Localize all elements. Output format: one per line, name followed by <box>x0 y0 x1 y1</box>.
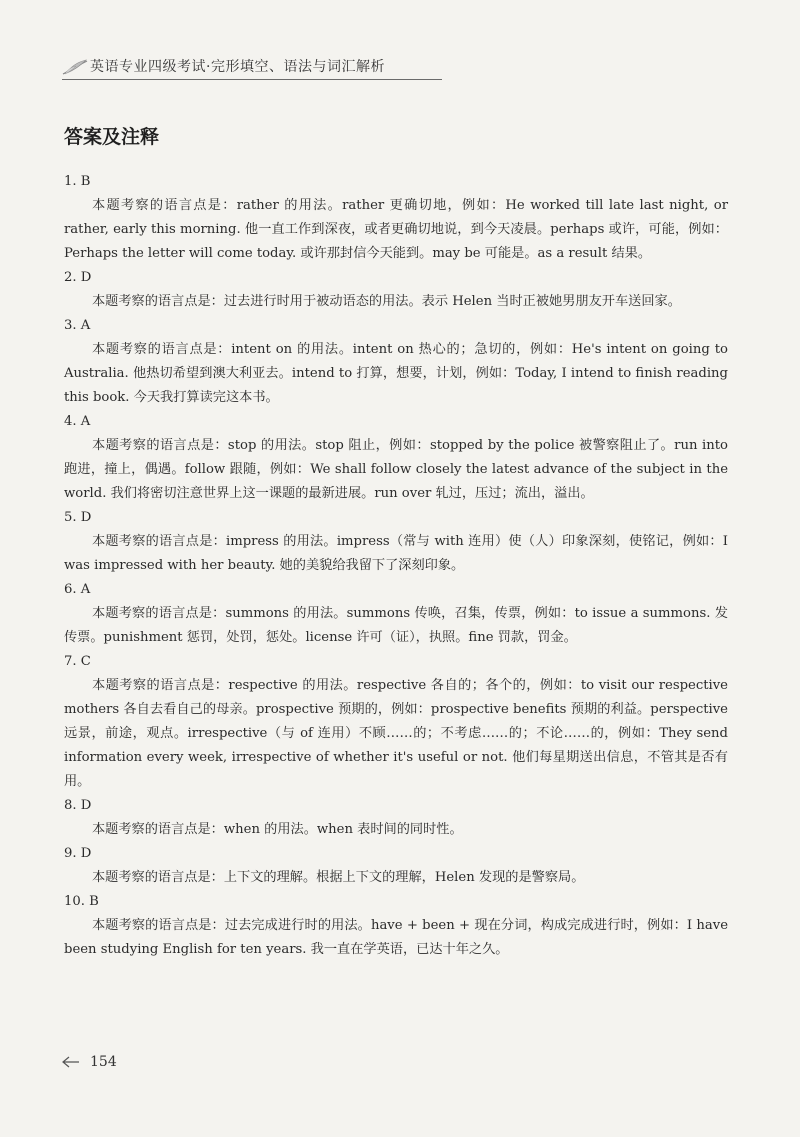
answer-item <box>64 410 728 506</box>
page-number: 154 <box>90 1054 117 1070</box>
answer-explanation: 本题考察的语言点是：rather 的用法。rather 更确切地，例如：He worked till late last night, or rather, early this morning. 他一直工作到深夜，或者更确切地说，到今天凌晨。perhaps 或许，可能，例如：Perhaps the letter will come today. 或许那封信今天能到。may be 可能是。as a result 结果。 <box>64 198 728 261</box>
answer-explanation: 本题考察的语言点是：impress 的用法。impress（常与 with 连用）使（人）印象深刻，使铭记，例如：I was impressed with her beauty. 她的美貌给我留下了深刻印象。 <box>64 534 728 573</box>
answer-item <box>64 266 728 314</box>
answer-number: 5. D <box>64 510 92 525</box>
answer-list <box>64 170 728 962</box>
answer-item <box>64 578 728 650</box>
answer-item <box>64 650 728 794</box>
feather-ornament-icon <box>62 58 88 76</box>
page-footer <box>62 1054 117 1070</box>
answer-number: 3. A <box>64 318 91 333</box>
running-header <box>62 56 442 80</box>
answer-number: 10. B <box>64 894 99 909</box>
answer-item <box>64 842 728 890</box>
answer-number: 1. B <box>64 174 91 189</box>
answer-number: 6. A <box>64 582 91 597</box>
answer-explanation: 本题考察的语言点是：when 的用法。when 表时间的同时性。 <box>92 822 463 837</box>
answer-explanation: 本题考察的语言点是：过去完成进行时的用法。have + been + 现在分词，构成完成进行时，例如：I have been studying English for ten years. 我一直在学英语，已达十年之久。 <box>64 918 728 957</box>
answer-item <box>64 314 728 410</box>
answer-explanation: 本题考察的语言点是：summons 的用法。summons 传唤，召集，传票，例如：to issue a summons. 发传票。punishment 惩罚，处罚，惩处。license 许可（证），执照。fine 罚款，罚金。 <box>64 606 728 645</box>
back-arrow-icon <box>62 1056 80 1068</box>
answer-explanation: 本题考察的语言点是：过去进行时用于被动语态的用法。表示 Helen 当时正被她男朋友开车送回家。 <box>92 294 681 309</box>
answer-explanation: 本题考察的语言点是：上下文的理解。根据上下文的理解，Helen 发现的是警察局。 <box>92 870 585 885</box>
answer-explanation: 本题考察的语言点是：respective 的用法。respective 各自的；各个的，例如：to visit our respective mothers 各自去看自己的母亲。prospective 预期的，例如：prospective benefits 预期的利益。perspective 远景，前途，观点。irrespective（与 of 连用）不顾……的；不考虑……的；不论……的，例如：They send information every week, irrespective of whether it's useful or not. 他们每星期送出信息，不管其是否有用。 <box>64 678 728 789</box>
answer-number: 2. D <box>64 270 92 285</box>
answer-item <box>64 794 728 842</box>
answer-number: 7. C <box>64 654 91 669</box>
answer-number: 8. D <box>64 798 92 813</box>
answer-number: 9. D <box>64 846 92 861</box>
header-title: 英语专业四级考试·完形填空、语法与词汇解析 <box>90 59 385 75</box>
answer-explanation: 本题考察的语言点是：stop 的用法。stop 阻止，例如：stopped by the police 被警察阻止了。run into 跑进，撞上，偶遇。follow 跟随，例如：We shall follow closely the latest advance of the subject in the world. 我们将密切注意世界上这一课题的最新进展。run over 轧过，压过；流出，溢出。 <box>64 438 728 501</box>
section-title: 答案及注释 <box>64 126 160 148</box>
answer-item <box>64 890 728 962</box>
answer-item <box>64 170 728 266</box>
answer-explanation: 本题考察的语言点是：intent on 的用法。intent on 热心的；急切的，例如：He's intent on going to Australia. 他热切希望到澳大利亚去。intend to 打算，想要，计划，例如：Today, I intend to finish reading this book. 今天我打算读完这本书。 <box>64 342 728 405</box>
answer-number: 4. A <box>64 414 91 429</box>
answer-item <box>64 506 728 578</box>
